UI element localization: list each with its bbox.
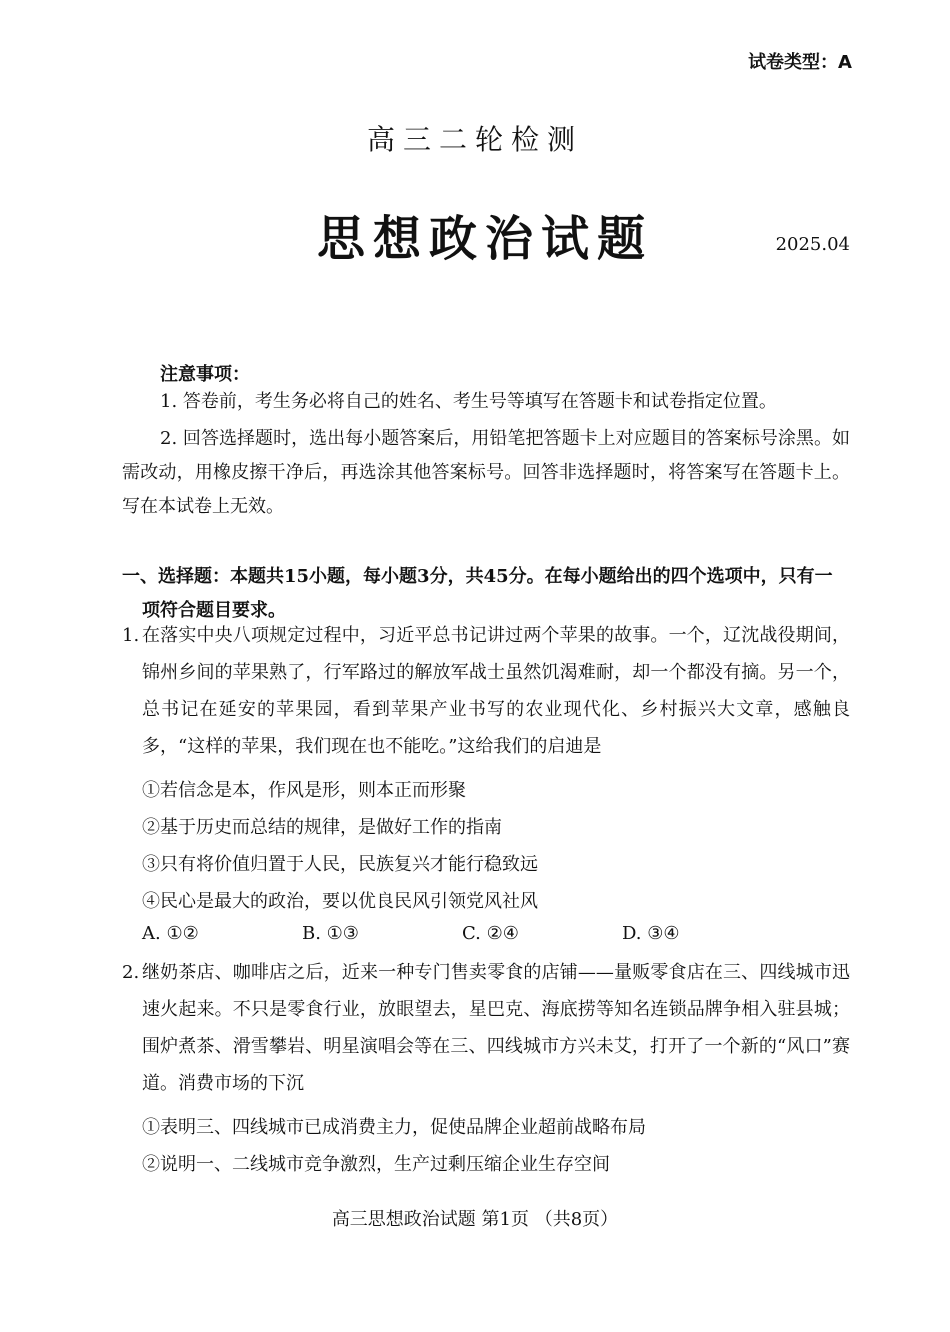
- exam-subtitle: 高三二轮检测: [366, 123, 583, 156]
- q1-choice-a: A. ①②: [142, 923, 199, 944]
- q1-statement-4: ④民心是最大的政治，要以优良民风引领党风社风: [142, 891, 538, 912]
- question-1-stem: 在落实中央八项规定过程中，习近平总书记讲过两个苹果的故事。一个，辽沈战役期间，锦州乡间的苹果熟了，行军路过的解放军战士虽然饥渴难耐，却一个都没有摘。另一个，总书记在延安的苹果园，看到苹果产业书写的农业现代化、乡村振兴大文章，感触良多，“这样的苹果，我们现在也不能吃。”这给我们的启迪是: [142, 625, 850, 757]
- section-heading-line2: 项符合题目要求。: [142, 600, 286, 621]
- q1-choice-d: D. ③④: [622, 923, 680, 944]
- q1-choice-c: C. ②④: [462, 923, 519, 944]
- question-2: [122, 954, 850, 1102]
- notice-item-1: 1. 答卷前，考生务必将自己的姓名、考生号等填写在答题卡和试卷指定位置。: [160, 391, 777, 412]
- q1-statement-1: ①若信念是本，作风是形，则本正而形聚: [142, 780, 466, 801]
- notice-item-2: 2. 回答选择题时，选出每小题答案后，用铅笔把答题卡上对应题目的答案标号涂黑。如需改动，用橡皮擦干净后，再选涂其他答案标号。回答非选择题时，将答案写在答题卡上。写在本试卷上无效。: [122, 428, 850, 517]
- exam-title: 思想政治试题: [316, 211, 653, 267]
- section-heading-line1: 一、选择题：本题共15小题，每小题3分，共45分。在每小题给出的四个选项中，只有一: [122, 566, 833, 587]
- q2-statement-2: ②说明一、二线城市竞争激烈，生产过剩压缩企业生存空间: [142, 1154, 610, 1175]
- q1-choice-b: B. ①③: [302, 923, 359, 944]
- q1-statement-2: ②基于历史而总结的规律，是做好工作的指南: [142, 817, 502, 838]
- question-1-number: 1.: [122, 625, 140, 646]
- question-2-number: 2.: [122, 962, 140, 983]
- q2-statement-1: ①表明三、四线城市已成消费主力，促使品牌企业超前战略布局: [142, 1117, 646, 1138]
- notice-heading: 注意事项：: [160, 364, 250, 385]
- page-footer: 高三思想政治试题 第1页 （共8页）: [331, 1209, 619, 1230]
- exam-date: 2025.04: [775, 234, 850, 255]
- q1-choices: [142, 923, 842, 944]
- q1-statement-3: ③只有将价值归置于人民，民族复兴才能行稳致远: [142, 854, 538, 875]
- question-1: [122, 617, 850, 765]
- paper-type-label: 试卷类型：A: [748, 52, 852, 73]
- question-2-stem: 继奶茶店、咖啡店之后，近来一种专门售卖零食的店铺——量贩零食店在三、四线城市迅速火起来。不只是零食行业，放眼望去，星巴克、海底捞等知名连锁品牌争相入驻县城；围炉煮茶、滑雪攀岩、明星演唱会等在三、四线城市方兴未艾，打开了一个新的“风口”赛道。消费市场的下沉: [142, 962, 850, 1094]
